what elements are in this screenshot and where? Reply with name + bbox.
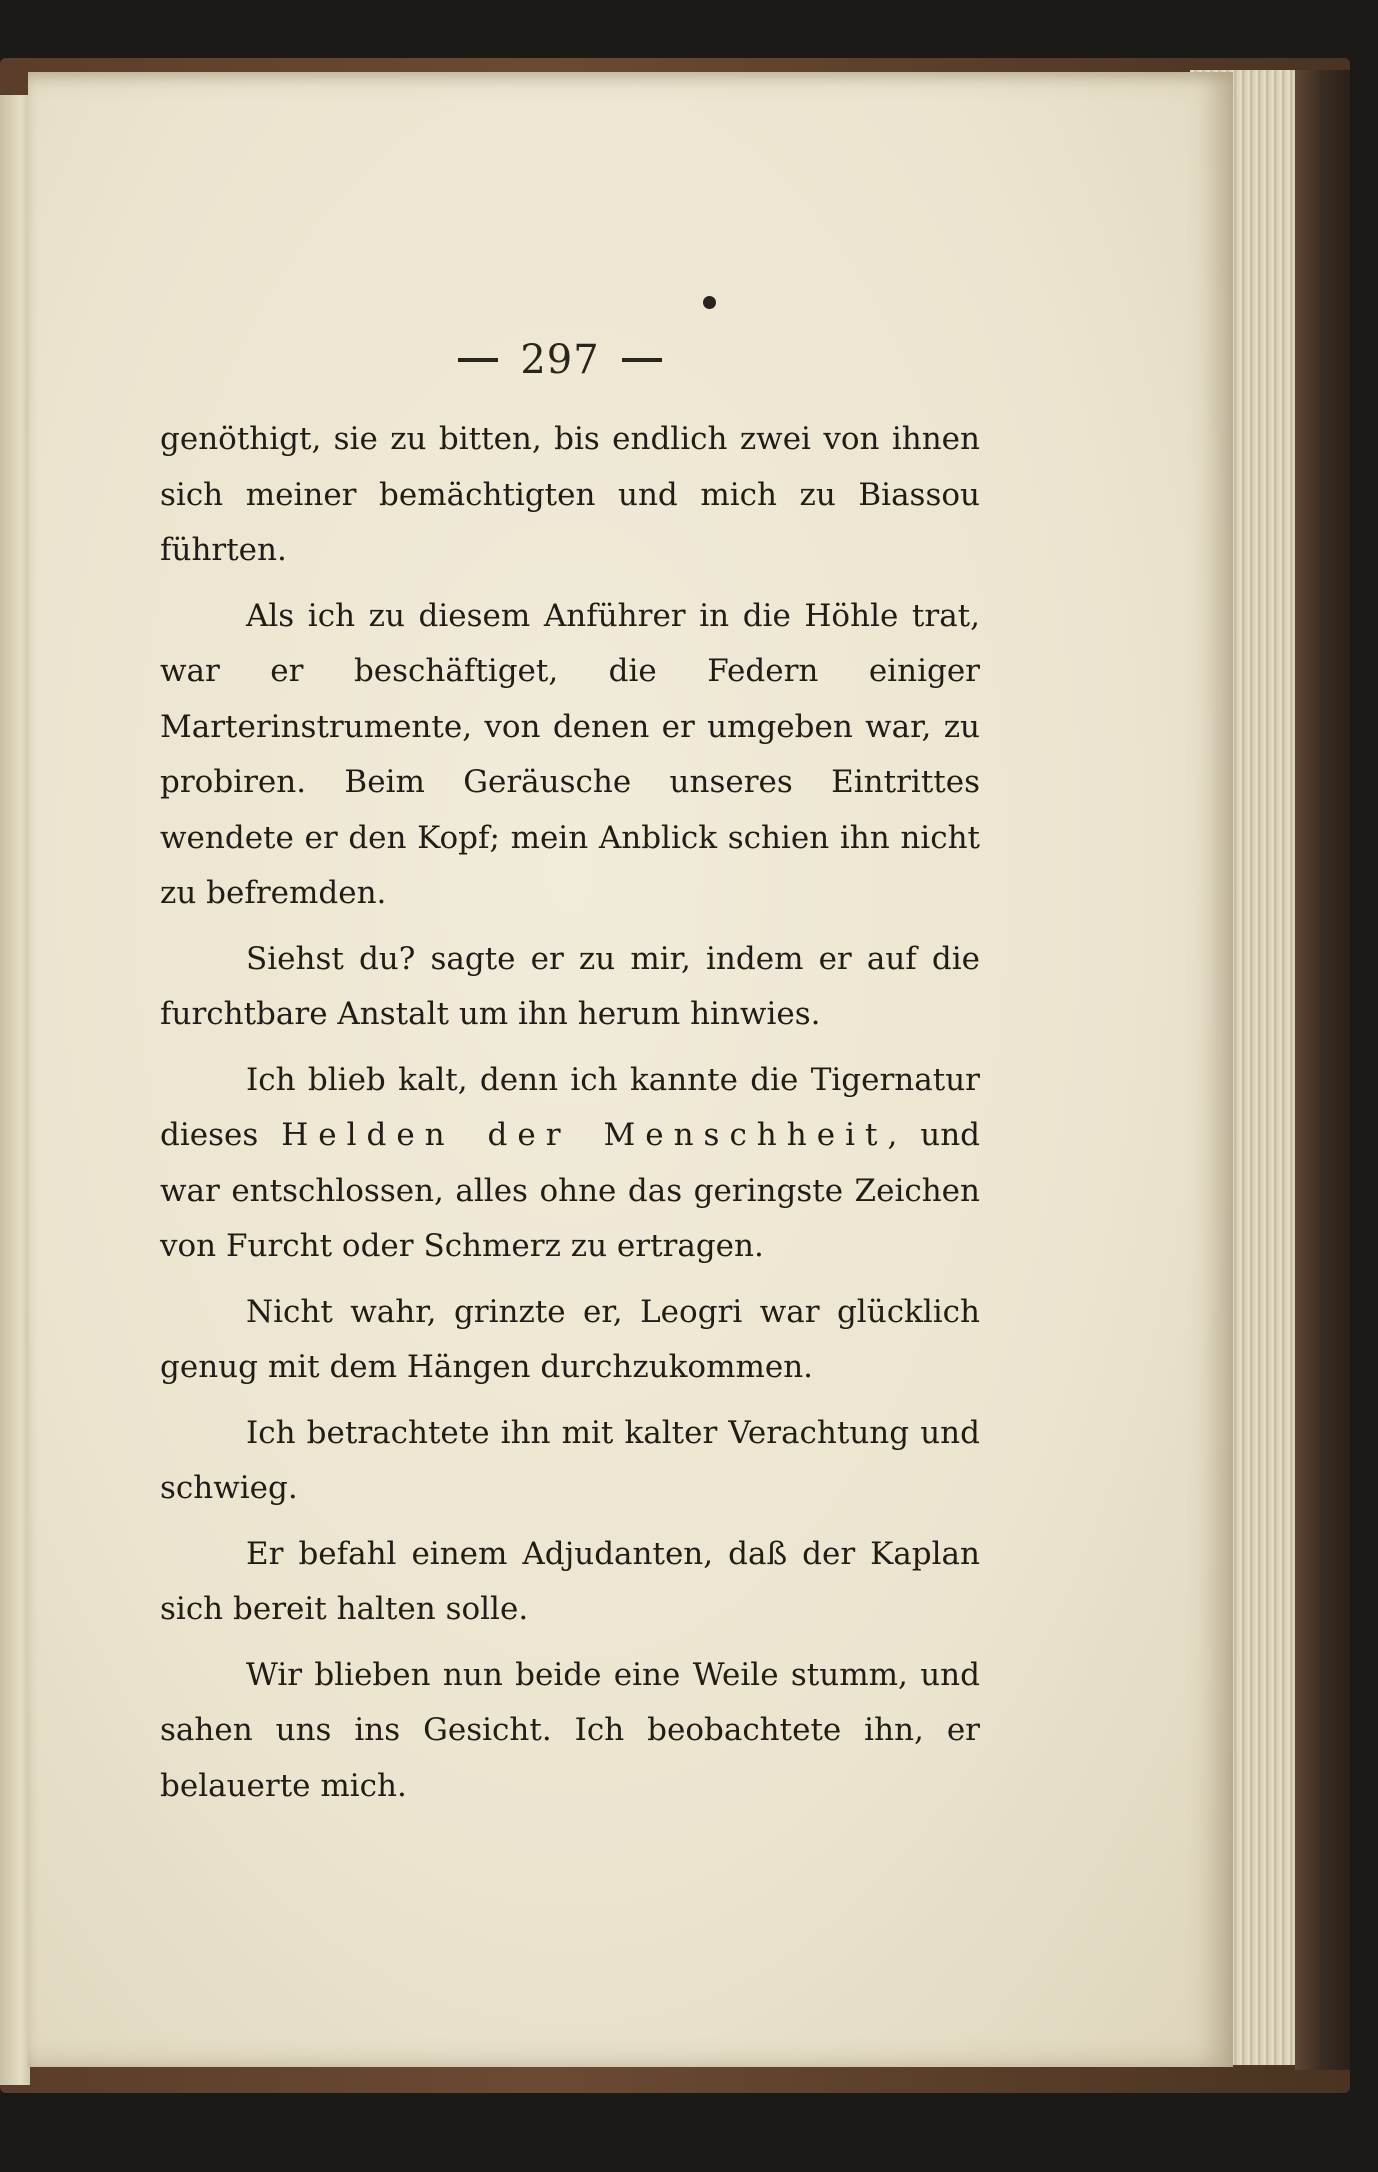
paragraph-4 xyxy=(160,1053,980,1275)
paragraph-text: Ich betrachtete ihn mit kalter Verachtung und schwieg. xyxy=(160,1414,980,1506)
paragraph-text: Wir blieben nun beide eine Weile stumm, und sahen uns ins Gesicht. Ich beobachtete ihn, er belauerte mich. xyxy=(160,1656,980,1804)
paragraph-text: Nicht wahr, grinzte er, Leogri war glücklich genug mit dem Hängen durchzukommen. xyxy=(160,1293,980,1385)
paragraph-2 xyxy=(160,589,980,922)
paragraph-7 xyxy=(160,1527,980,1638)
body-text xyxy=(160,412,980,1824)
paragraph-3 xyxy=(160,932,980,1043)
paragraph-text: , und war entschlossen, alles ohne das geringste Zeichen von Furcht oder Schmerz zu ertragen. xyxy=(160,1117,980,1264)
paragraph-8 xyxy=(160,1648,980,1815)
paragraph-5 xyxy=(160,1285,980,1396)
header-dash-left xyxy=(458,358,498,362)
paragraph-text: Siehst du? sagte er zu mir, indem er auf die furchtbare Anstalt um ihn herum hinwies. xyxy=(160,940,980,1032)
ink-dot xyxy=(703,296,716,309)
paragraph-text: genöthigt, sie zu bitten, bis endlich zwei von ihnen sich meiner bemächtigten und mich zu Biassou führten. xyxy=(160,421,980,568)
paragraph-1 xyxy=(160,412,980,579)
paragraph-text: Als ich zu diesem Anführer in die Höhle trat, war er beschäftiget, die Federn einiger Marterinstrumente, von denen er umgeben war, zu probiren. Beim Geräusche unseres Eintrittes wendete er den Kopf; mein Anblick schien ihn nicht zu befremden. xyxy=(160,597,980,911)
paragraph-6 xyxy=(160,1406,980,1517)
header-dash-right xyxy=(622,358,662,362)
spaced-emphasis: Helden der Menschheit xyxy=(281,1117,888,1153)
left-page-edge xyxy=(0,95,30,2085)
paragraph-text: Er befahl einem Adjudanten, daß der Kaplan sich bereit halten solle. xyxy=(160,1535,980,1627)
book-spine xyxy=(1295,70,1350,2070)
paragraph-text: Ich blieb kalt, denn ich kannte die Tigernatur dieses xyxy=(160,1061,980,1153)
page-number: 297 xyxy=(520,337,600,383)
page-header xyxy=(430,332,690,388)
